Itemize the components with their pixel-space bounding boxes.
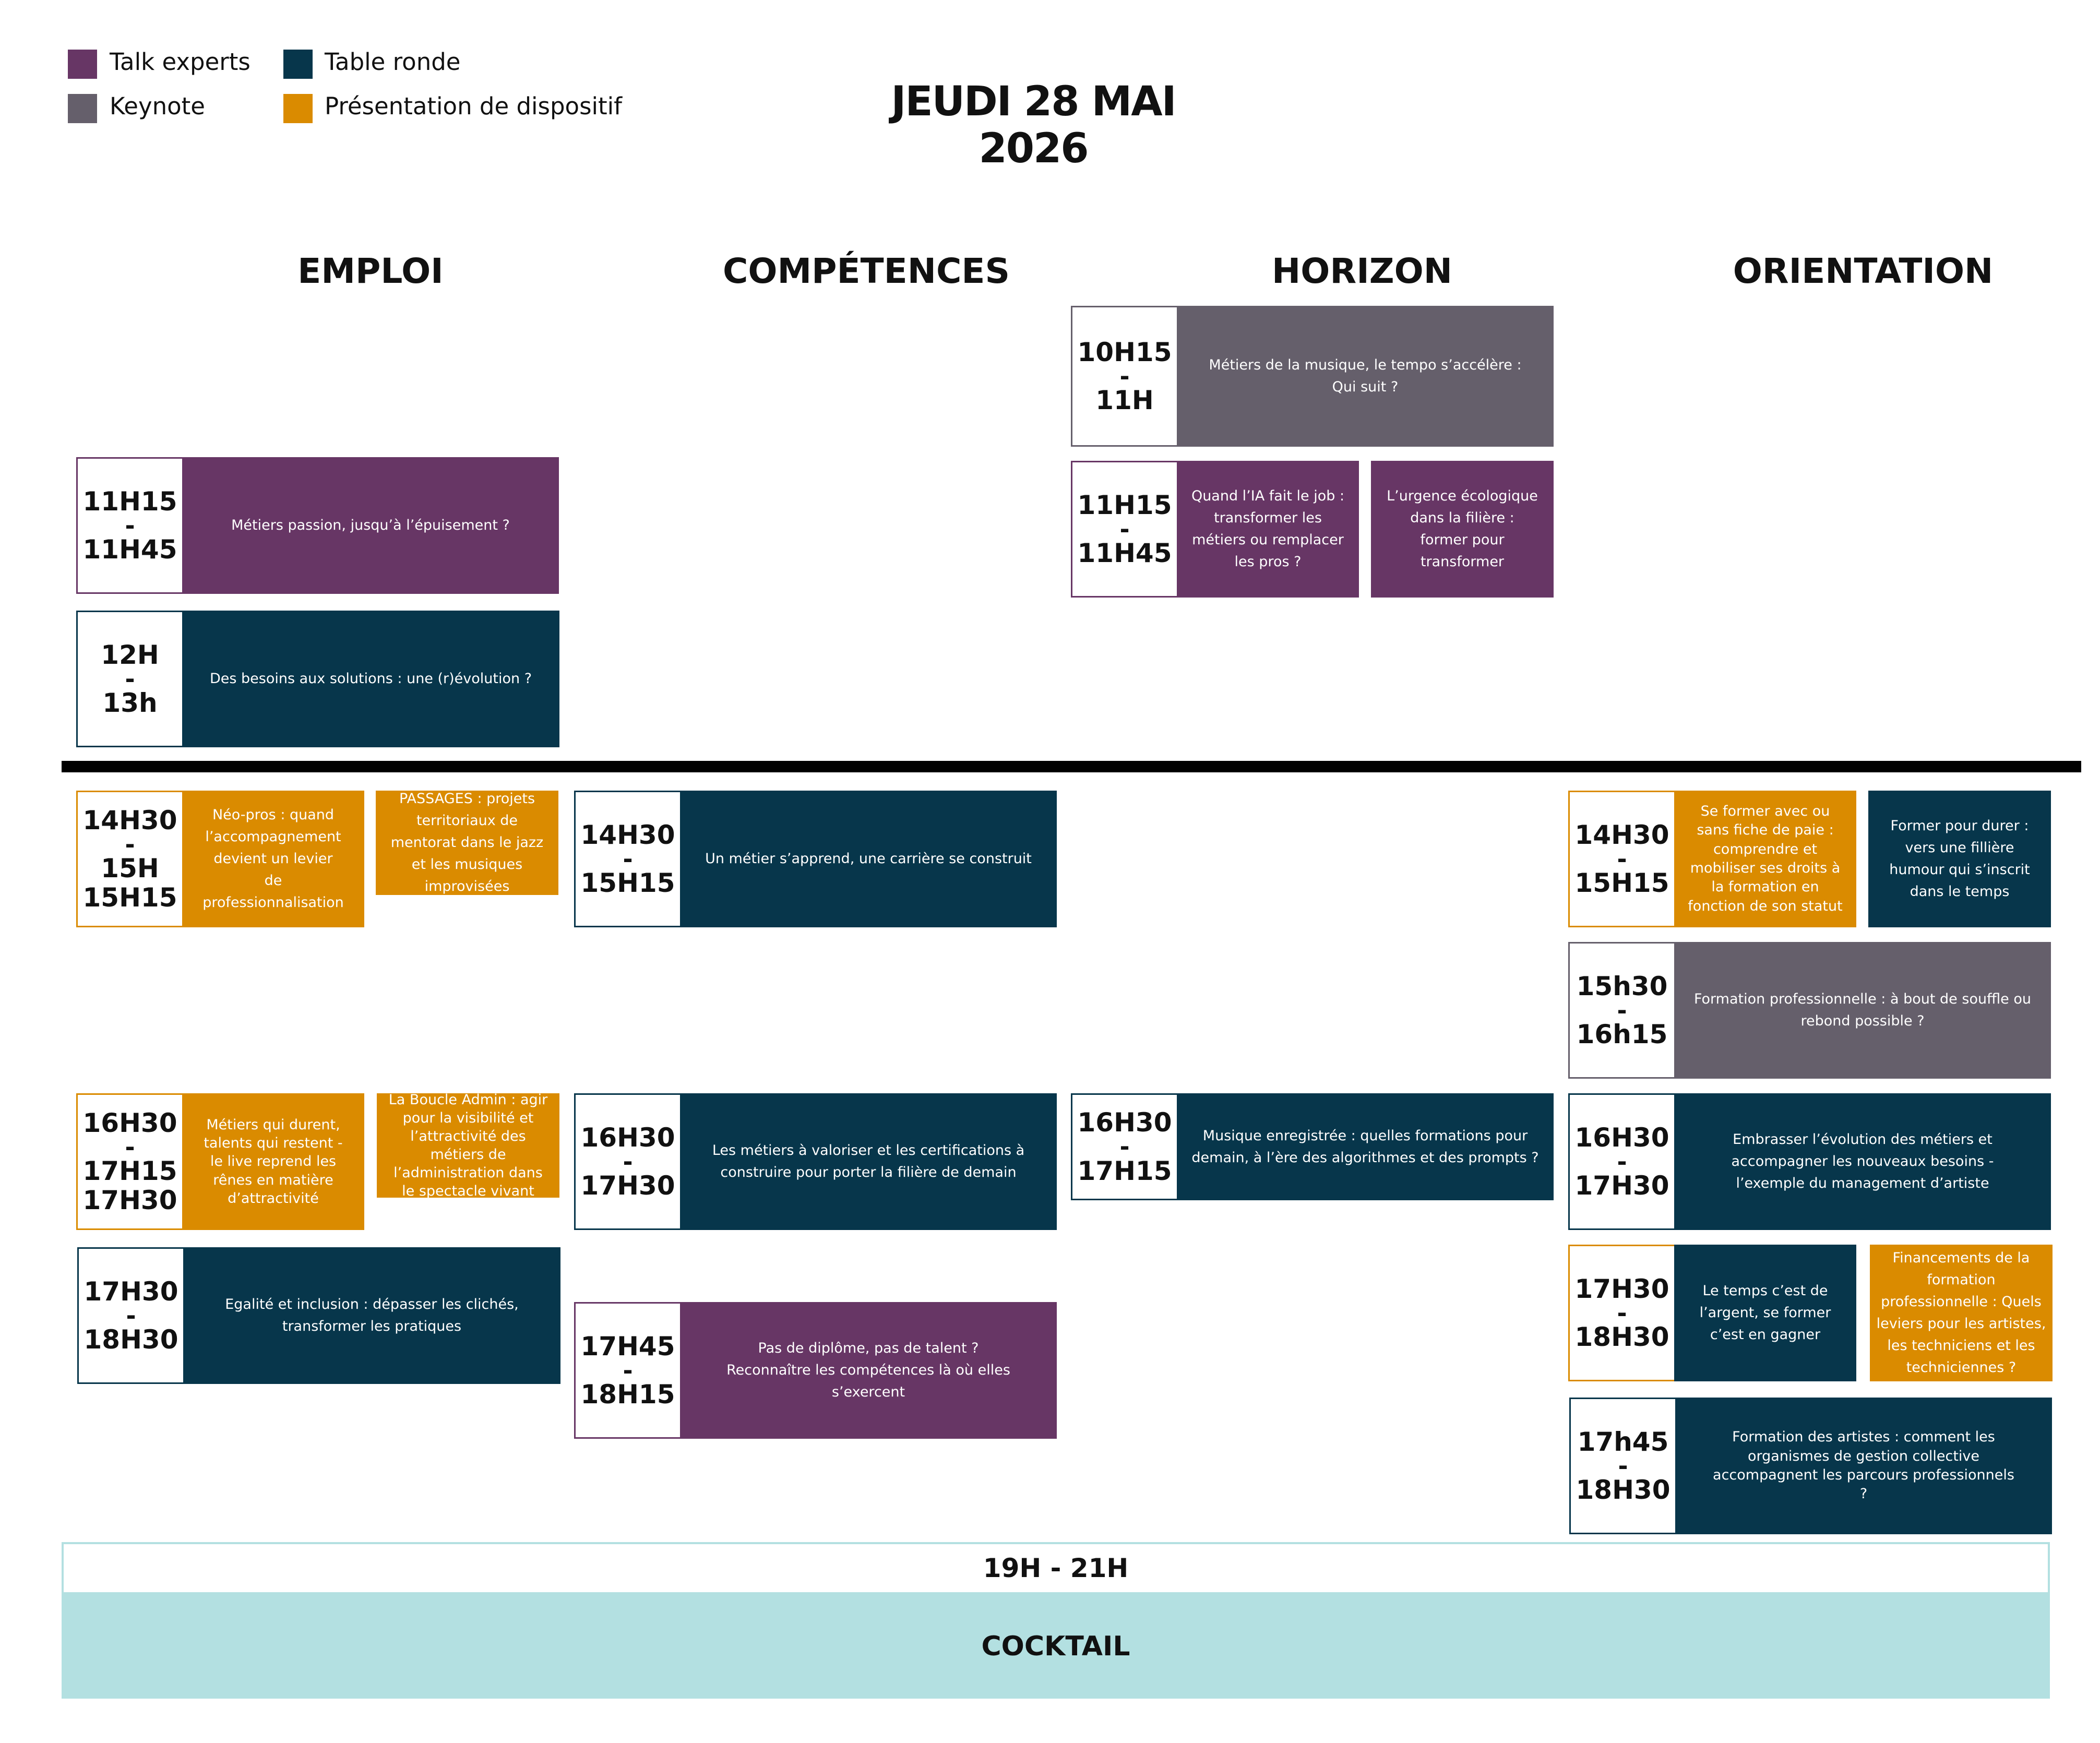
evening-time: 19H - 21H [62,1542,2050,1594]
session-title: Formation des artistes : comment les organismes de gestion collective accompagnent les parcours professionnels ? [1713,1429,2014,1502]
legend-talk-swatch [68,50,97,79]
time-start: 17H30 [1574,1273,1669,1304]
time-start: 14H30 [1574,819,1669,850]
session-title: Néo-pros : quand l’accompagnement devient un levier de professionnalisation [202,807,344,911]
time-dash: - [1618,1451,1628,1480]
time-label [1570,944,1674,1077]
time-label [576,792,680,926]
session-title: PASSAGES : projets territoriaux de mentorat dans le jazz et les musiques improvisées [390,791,544,894]
time-end: 17H30 [1574,1171,1669,1201]
session-title: Métiers passion, jusqu’à l’épuisement ? [231,517,510,534]
session-orientation-2[interactable] [1568,942,2051,1079]
legend-table-swatch [283,50,313,79]
legend-table-label: Table ronde [325,48,461,76]
time-dash: - [126,1301,136,1330]
time-start: 10H15 [1077,337,1172,367]
time-end: 13h [102,688,158,719]
session-emploi-3b[interactable] [376,791,558,895]
session-title-line1: Pas de diplôme, pas de talent ? [758,1340,979,1357]
time-dash: - [1617,996,1627,1024]
time-dash: - [1617,844,1627,873]
session-title: Se former avec ou sans fiche de paie : comprendre et mobiliser ses droits à la formation en fonction de son statut [1688,803,1843,914]
session-title-line2: Reconnaître les compétences là où elles s’exercent [726,1362,1010,1400]
session-title: Des besoins aux solutions : une (r)évolution ? [209,671,532,687]
session-title-line1: Embrasser l’évolution des métiers et [1733,1131,1992,1148]
session-card [1674,1245,1856,1381]
session-orientation-1[interactable] [1568,791,1856,927]
session-horizon-3[interactable] [1071,1093,1554,1200]
session-emploi-2[interactable] [76,611,559,747]
session-title-line2: construire pour porter la filière de demain [720,1164,1017,1180]
session-title-line2: transformer les pratiques [282,1318,462,1334]
time-dash: - [1119,362,1130,390]
time-label [79,1249,183,1382]
time-start: 16H30 [1077,1107,1172,1138]
time-end: 17H30 [580,1171,675,1201]
time-dash: - [623,1356,633,1384]
legend-keynote-label: Keynote [110,92,205,120]
time-dash: - [623,844,633,873]
session-card [680,1093,1057,1230]
time-dash: - [125,511,135,540]
time-label [1072,307,1177,445]
midday-divider [62,761,2081,772]
time-start: 17H45 [580,1331,675,1362]
time-label [1571,1399,1675,1533]
session-card [680,791,1057,927]
time-label [78,612,182,746]
session-orientation-4b[interactable] [1870,1245,2053,1381]
session-title-line1: Métiers de la musique, le tempo s’accélère : [1209,357,1522,374]
column-header-horizon: HORIZON [1272,251,1452,291]
time-label [78,459,182,592]
session-emploi-4b[interactable] [377,1093,559,1198]
time-label [1072,1095,1177,1199]
legend-presentation-label: Présentation de dispositif [325,92,623,120]
time-end: 16h15 [1576,1019,1668,1050]
time-label [576,1095,680,1228]
session-emploi-5[interactable] [77,1247,560,1384]
session-emploi-4[interactable] [76,1093,364,1230]
time-end: 18H30 [1576,1475,1671,1506]
time-start: 11H15 [82,486,177,517]
time-end: 11H45 [1077,538,1172,569]
session-orientation-4[interactable] [1568,1245,1856,1381]
session-card [1674,791,1856,927]
session-card [1177,461,1359,598]
evening-title: COCKTAIL [62,1594,2050,1699]
time-label [576,1304,680,1437]
time-end-alt: 17H30 [82,1185,177,1216]
session-title-line1: Les métiers à valoriser et les certifications à [712,1142,1025,1159]
session-card [182,1093,364,1230]
time-dash: - [1119,515,1130,543]
legend-keynote-swatch [68,94,97,123]
time-dash: - [125,830,135,858]
session-orientation-1b[interactable] [1868,791,2051,927]
session-card [182,611,559,747]
session-card [680,1302,1057,1439]
session-title-line2: Qui suit ? [1332,379,1399,395]
time-end: 17H15 [1077,1155,1172,1186]
time-dash: - [1617,1147,1627,1176]
session-card [183,1247,560,1384]
session-title-line2: demain, à l’ère des algorithmes et des prompts ? [1191,1149,1539,1166]
time-end: 18H30 [83,1324,178,1355]
session-title-line2: accompagner les nouveaux besoins - [1731,1153,1994,1170]
session-card [1177,306,1554,447]
session-title: Former pour durer : vers une fillière humour qui s’inscrit dans le temps [1889,818,2030,900]
legend-presentation-swatch [283,94,313,123]
session-orientation-3[interactable] [1568,1093,2051,1230]
time-label [1072,462,1177,596]
time-start: 17H30 [83,1276,178,1307]
time-start: 16H30 [1574,1122,1669,1153]
session-title: Le temps c’est de l’argent, se former c’est en gagner [1699,1283,1831,1343]
time-end: 11H [1095,385,1154,416]
session-title: La Boucle Admin : agir pour la visibilité et l’attractivité des métiers de l’administration dans le spectacle vivant [388,1091,548,1200]
session-card [1674,1093,2051,1230]
time-end: 15H15 [580,868,675,899]
session-competences-2[interactable] [574,1093,1057,1230]
session-orientation-5[interactable] [1569,1398,2052,1534]
time-start: 11H15 [1077,490,1172,520]
time-start: 12H [101,639,159,670]
time-label [78,1095,182,1228]
time-dash: - [125,664,135,693]
time-end: 15H [101,853,159,884]
time-dash: - [125,1132,135,1161]
legend-talk-label: Talk experts [110,48,250,76]
session-title-line1: Egalité et inclusion : dépasser les clichés, [225,1296,519,1313]
session-card [1177,1093,1554,1200]
time-end-alt: 15H15 [82,882,177,913]
time-label [78,792,182,926]
session-horizon-1[interactable] [1071,306,1554,447]
time-end: 18H15 [580,1379,675,1410]
column-header-emploi: EMPLOI [297,251,444,291]
time-start: 14H30 [82,805,177,835]
session-title: Financements de la formation professionnelle : Quels leviers pour les artistes, les techniciens et les techniciennes ? [1876,1250,2046,1376]
time-end: 11H45 [82,534,177,565]
column-header-competences: COMPÉTENCES [722,251,1010,291]
time-start: 15h30 [1576,971,1668,1001]
session-competences-1[interactable] [574,791,1057,927]
time-end: 17H15 [82,1156,177,1187]
session-horizon-2b[interactable] [1371,461,1554,598]
session-card [182,791,364,927]
time-start: 16H30 [580,1122,675,1153]
session-title: Métiers qui durent, talents qui restent - le live reprend les rênes en matière d’attractivité [204,1117,343,1207]
session-title: Quand l’IA fait le job : transformer les métiers ou remplacer les pros ? [1191,488,1345,570]
page-title: JEUDI 28 MAI 2026 [891,78,1176,172]
session-title-line1: Formation professionnelle : à bout de souffle ou [1693,991,2032,1008]
session-title-line1: Musique enregistrée : quelles formations pour [1202,1127,1528,1144]
time-start: 16H30 [82,1107,177,1138]
time-label [1570,1246,1674,1380]
time-end: 15H15 [1574,868,1669,899]
session-card [1674,942,2051,1079]
session-competences-3[interactable] [574,1302,1057,1439]
time-dash: - [1119,1132,1130,1161]
time-dash: - [1617,1298,1627,1327]
column-header-orientation: ORIENTATION [1733,251,1994,291]
session-horizon-2[interactable] [1071,461,1359,598]
session-title-line3: l’exemple du management d’artiste [1736,1175,1989,1191]
session-card [182,457,559,594]
time-start: 17h45 [1577,1426,1669,1457]
session-emploi-3[interactable] [76,791,364,927]
time-start: 14H30 [580,819,675,850]
session-emploi-1[interactable] [76,457,559,594]
session-title: Un métier s’apprend, une carrière se construit [705,851,1032,867]
time-end: 18H30 [1574,1322,1669,1353]
time-label [1570,1095,1674,1228]
session-title: L’urgence écologique dans la filière : former pour transformer [1387,488,1538,570]
session-title-line2: rebond possible ? [1800,1013,1925,1029]
time-dash: - [623,1147,633,1176]
time-label [1570,792,1674,926]
session-card [1675,1398,2052,1534]
